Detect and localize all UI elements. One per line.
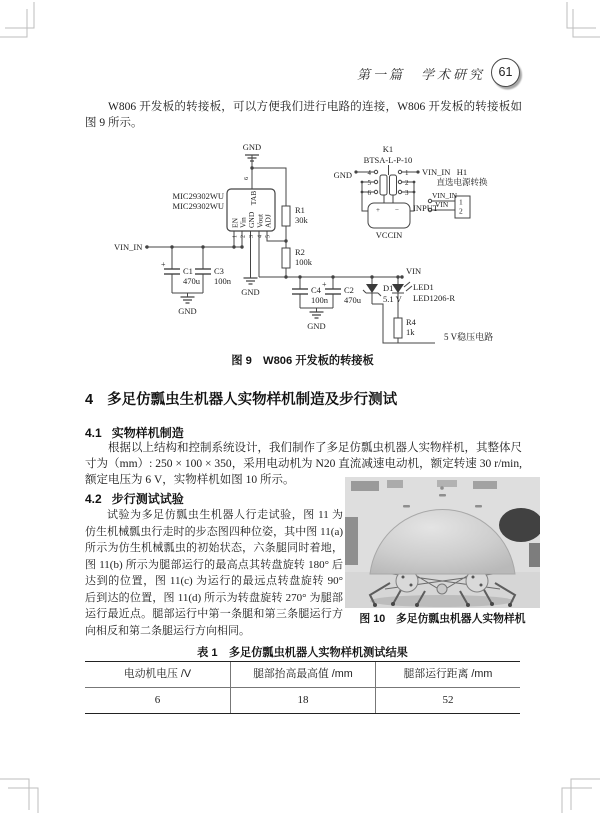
- table1-header-row: [85, 662, 520, 688]
- pin-vout: Vout: [255, 213, 265, 228]
- table1-caption: 表 1 多足仿瓢虫机器人实物样机测试结果: [197, 647, 408, 659]
- label-d1: D1: [383, 283, 394, 293]
- label-c3: C3: [214, 266, 224, 276]
- label-h1-pin1: 1: [459, 197, 463, 207]
- label-r2-value: 100k: [295, 257, 312, 267]
- section42-number: 4.2: [85, 492, 102, 506]
- label-r4-value: 1k: [406, 327, 415, 337]
- section4-heading: [85, 388, 397, 409]
- pin-num-5: 5: [265, 235, 272, 238]
- label-h1-pin2: 2: [459, 206, 463, 216]
- pin-tab: TAB: [249, 190, 258, 206]
- pin-num-3: 3: [249, 235, 255, 238]
- label-k1: K1: [382, 144, 394, 154]
- label-c1: C1: [183, 266, 193, 276]
- label-k1-pin5: 5: [367, 179, 371, 187]
- section42-paragraph: 试验为多足仿瓢虫生机器人行走试验，图 11 为仿生机械瓢虫行走时的步态图四种位姿，其中图 11(a) 所示为仿生机械瓢虫的初始状态，六条腿同时着地，图 11(b) 所示为腿部运行的最高点其转盘旋转 180° 后达到的位置，图 11(c) 为运行的最远点转盘旋转 90° 后到达的位置，图 11(d) 所示为转盘旋转 270° 为腿部运行最近点。腿部运行中第一条腿和第三条腿运行方向相反和第二条腿运行方向相同。: [85, 509, 343, 637]
- pin-num-4: 4: [257, 235, 264, 238]
- table1-header-cell: 电动机电压 /V: [123, 668, 192, 680]
- label-c4-value: 100n: [311, 295, 328, 305]
- table1-header-cell: 腿部抬高最高值 /mm: [230, 662, 375, 687]
- label-r2: R2: [295, 247, 305, 257]
- label-k1-gnd: GND: [333, 170, 352, 180]
- pin-num-6: 6: [243, 176, 250, 180]
- label-k1-pin2: 2: [405, 179, 409, 187]
- pin-num-2: 2: [240, 235, 247, 238]
- section41-number: 4.1: [85, 426, 102, 440]
- label-k1-pin1: 1: [405, 169, 409, 177]
- section4-title: 多足仿瓢虫生机器人实物样机制造及步行测试: [107, 392, 398, 408]
- chip-name-1: MIC29302WU: [172, 191, 224, 201]
- section4-number: 4: [85, 392, 94, 408]
- label-c1-plus: +: [161, 260, 166, 269]
- pin-gnd: GND: [247, 211, 256, 228]
- label-k1-pin6: 6: [367, 189, 371, 197]
- label-c2-plus: +: [322, 280, 327, 289]
- label-vccin: VCCIN: [375, 230, 403, 240]
- label-h1-desc: 直选电源转换: [436, 177, 488, 187]
- figure10-photo: [345, 477, 540, 608]
- label-r1-value: 30k: [295, 215, 308, 225]
- label-gnd-chip: GND: [241, 287, 260, 297]
- figure9-caption: 图 9 W806 开发板的转接板: [231, 355, 374, 367]
- label-gnd-top: GND: [242, 142, 262, 152]
- table1-data-row: [85, 688, 520, 713]
- label-r1: R1: [295, 205, 305, 215]
- gnd-symbol-chip: [244, 278, 258, 284]
- label-c1-value: 470u: [183, 276, 200, 286]
- label-h1: H1: [456, 167, 468, 177]
- table1: [85, 661, 520, 714]
- section42-title: 步行测试试验: [111, 492, 184, 506]
- table1-data-cell: 52: [375, 688, 520, 713]
- label-c3-value: 100n: [214, 276, 231, 286]
- section41-paragraph: 根据以上结构和控制系统设计，我们制作了多足仿瓢虫机器人实物样机，其整体尺寸为（mm）: 250 × 100 × 350，采用电动机为 N20 直流减速电动机，额定转速 30 r/min, 额定电压为 6 V，实物样机如图 10 所示。: [85, 442, 522, 486]
- label-circuit-note: 5 V稳压电路: [444, 332, 494, 342]
- label-h1-vin: VIN: [435, 200, 449, 209]
- label-k1-pin3: 3: [405, 189, 409, 197]
- label-led1-value: LED1206-R: [413, 293, 456, 303]
- table1-header-cell: 腿部运行距离 /mm: [375, 662, 520, 687]
- label-gnd-c1: GND: [178, 306, 197, 316]
- pin-vin: Vin: [238, 217, 248, 228]
- label-d1-value: 5.1 V: [383, 294, 402, 304]
- label-r4: R4: [406, 317, 416, 327]
- label-k1-model: BTSA-L-P-10: [363, 155, 413, 165]
- page-number-badge: 61: [491, 58, 520, 87]
- section41-title: 实物样机制造: [111, 426, 184, 440]
- intro-paragraph: W806 开发板的转接板，可以方便我们进行电路的连接，W806 开发板的转接板如图 9 所示。: [85, 101, 522, 129]
- label-led1: LED1: [413, 282, 434, 292]
- label-c4: C4: [311, 285, 321, 295]
- pin-en: EN: [230, 218, 240, 228]
- gnd-symbol-c1: [181, 297, 195, 303]
- label-c2: C2: [344, 285, 354, 295]
- section41-heading: [85, 424, 184, 441]
- label-vccin-minus: −: [395, 206, 399, 214]
- label-vin-out: VIN: [406, 266, 422, 276]
- pin-adj: ADJ: [263, 214, 273, 228]
- label-gnd-c4: GND: [307, 321, 326, 331]
- pin-num-1: 1: [232, 235, 239, 238]
- gnd-symbol-c4: [310, 312, 324, 318]
- figure9-circuit-schematic: [100, 141, 545, 353]
- label-vin-in: VIN_IN: [114, 242, 143, 252]
- table1-data-cell: 18: [230, 688, 375, 713]
- label-c2-value: 470u: [344, 295, 361, 305]
- label-k1-pin4: 4: [367, 169, 371, 177]
- table1-data-cell: 6: [154, 694, 161, 706]
- chip-name-2: MIC29302WU: [172, 201, 224, 211]
- label-h1-vinin: VIN_IN: [432, 191, 457, 200]
- label-k1-vinin: VIN_IN: [422, 167, 451, 177]
- running-head: 第一篇 学术研究: [356, 67, 485, 82]
- label-vccin-plus: +: [376, 206, 380, 214]
- section42-heading: [85, 490, 184, 507]
- figure10-caption: 图 10 多足仿瓢虫机器人实物样机: [359, 613, 526, 625]
- label-input: INPUT: [413, 203, 439, 213]
